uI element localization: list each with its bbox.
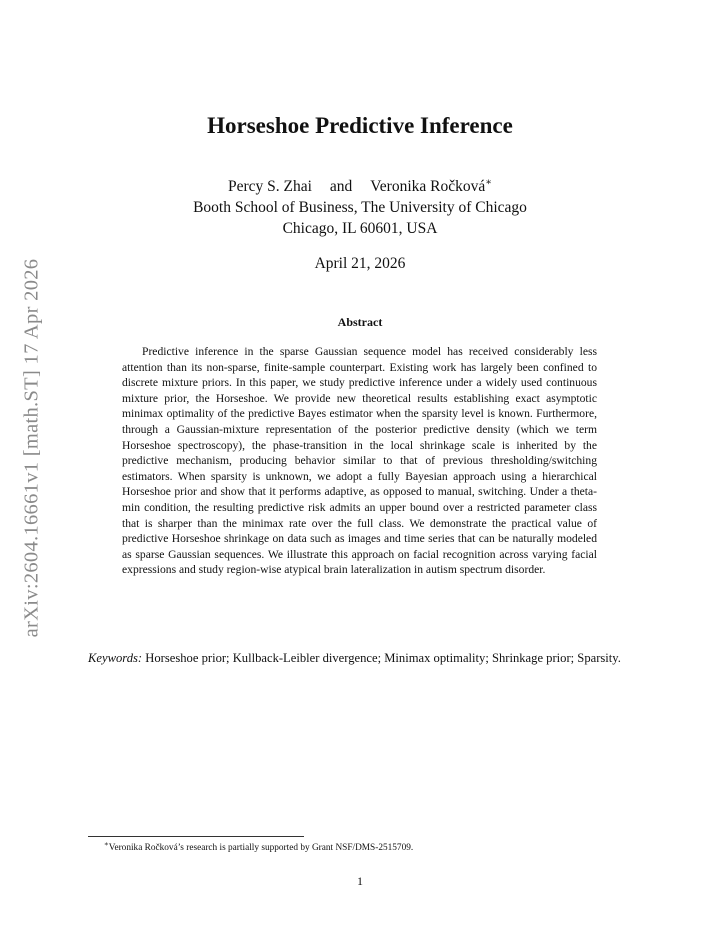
author-conjunction: and [329, 178, 353, 196]
keywords-label: Keywords: [88, 651, 143, 665]
keywords-text: Horseshoe prior; Kullback-Leibler divergence; Minimax optimality; Shrinkage prior; Sparsity. [145, 651, 621, 665]
footnote-marker: ∗ [104, 840, 109, 848]
arxiv-identifier-text: arXiv:2604.16661v1 [math.ST] 17 Apr 2026 [20, 258, 43, 638]
paper-title: Horseshoe Predictive Inference [207, 113, 513, 138]
author-line [0, 172, 720, 197]
abstract-text: Predictive inference in the sparse Gaussian sequence model has received considerably less attention than its non-sparse, finite-sample counterpart. Existing work has largely been confined to discrete mixture priors. In this paper, we study predictive inference under a widely used continuous mixture prior, the Horseshoe. We provide new theoretical results establishing exact asymptotic minimax optimality of the predictive Bayes estimator when the sparsity level is known. Furthermore, through a Gaussian-mixture representation of the posterior predictive density (which we term Horseshoe spectroscopy), the phase-transition in the local shrinkage scale is inherited by the predictive mechanism, producing behavior similar to that of previous thresholding/switching estimators. When sparsity is unknown, we adopt a fully Bayesian approach using a hierarchical Horseshoe prior and show that it performs adaptive, as opposed to manual, switching. Under a theta-min condition, the resulting predictive risk admits an upper bound over a restricted parameter class that is sharper than the minimax rate over the full class. We demonstrate the practical value of predictive Horseshoe shrinkage on data such as images and time series that can be naturally modeled as sparse Gaussian sequences. We illustrate this approach on facial recognition across varying facial expressions and study region-wise atypical brain lateralization in autism spectrum disorder. [122, 345, 597, 577]
affiliation: Booth School of Business, The University of Chicago [193, 199, 527, 217]
footnote-divider [88, 836, 304, 837]
footnote [104, 840, 413, 853]
author-name: Percy S. Zhai [227, 178, 312, 196]
footnote-marker: ∗ [485, 177, 493, 188]
author-name: Veronika Ročková [370, 178, 486, 196]
abstract-heading: Abstract [337, 315, 383, 329]
paper-date: April 21, 2026 [314, 255, 406, 272]
page-number: 1 [357, 874, 363, 888]
footnote-text: Veronika Ročková’s research is partially supported by Grant NSF/DMS-2515709. [108, 843, 414, 854]
author-block [0, 172, 720, 239]
address: Chicago, IL 60601, USA [282, 220, 438, 238]
keywords [88, 650, 633, 667]
